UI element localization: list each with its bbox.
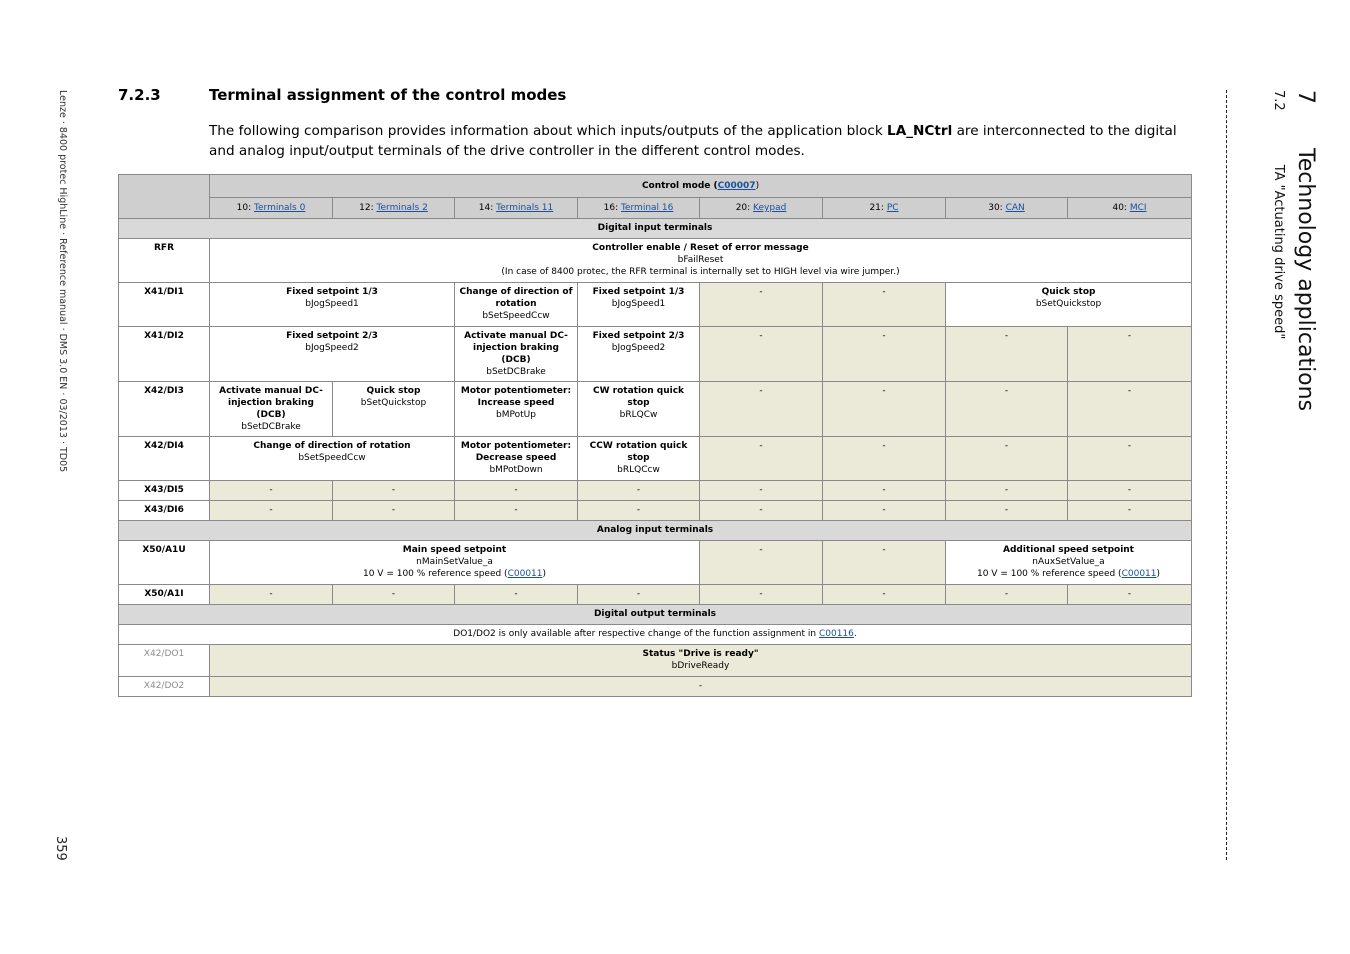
empty-cell: - bbox=[455, 585, 578, 605]
chapter-number: 7 bbox=[1293, 90, 1318, 104]
table-cell: CW rotation quick stop bRLQCw bbox=[578, 382, 700, 437]
intro-text-end: are interconnected to the digital and analog input/output terminals of the drive controller in the different control modes. bbox=[209, 123, 1177, 159]
empty-cell: - bbox=[946, 481, 1068, 501]
table-row bbox=[119, 283, 1192, 327]
empty-cell: - bbox=[946, 501, 1068, 521]
section-row bbox=[119, 605, 1192, 625]
section-digital-inputs: Digital input terminals bbox=[119, 219, 1192, 239]
side-footer-text: Lenze · 8400 protec HighLine · Reference manual · DMS 3.0 EN · 03/2013 · TD05 bbox=[57, 90, 68, 473]
empty-cell: - bbox=[1068, 481, 1192, 501]
table-cell: Motor potentiometer: Decrease speed bMPotDown bbox=[455, 437, 578, 481]
page-number bbox=[52, 836, 68, 866]
empty-cell: - bbox=[823, 283, 946, 327]
mode-link[interactable]: PC bbox=[886, 203, 899, 213]
section-number: 7.2.3 bbox=[118, 86, 161, 104]
empty-cell: - bbox=[946, 437, 1068, 481]
section-row bbox=[119, 521, 1192, 541]
empty-cell: - bbox=[333, 481, 455, 501]
do-note: DO1/DO2 is only available after respective change of the function assignment in C00116. bbox=[119, 625, 1192, 645]
row-label: X41/DI2 bbox=[119, 327, 210, 382]
table-row bbox=[119, 501, 1192, 521]
side-footer bbox=[52, 90, 68, 473]
empty-cell: - bbox=[210, 585, 333, 605]
empty-cell: - bbox=[823, 437, 946, 481]
row-label: X42/DO1 bbox=[119, 645, 210, 677]
table-row bbox=[119, 645, 1192, 677]
table-row bbox=[119, 585, 1192, 605]
mode-link[interactable]: Terminals 0 bbox=[254, 203, 306, 213]
row-label: X41/DI1 bbox=[119, 283, 210, 327]
empty-cell: - bbox=[700, 501, 823, 521]
empty-cell: - bbox=[823, 481, 946, 501]
table-cell: Change of direction of rotation bSetSpeedCcw bbox=[455, 283, 578, 327]
row-label: RFR bbox=[119, 239, 210, 283]
mode-14: 14: Terminals 11 bbox=[455, 198, 578, 219]
mode-link[interactable]: CAN bbox=[1005, 203, 1025, 213]
empty-cell: - bbox=[700, 541, 823, 585]
empty-cell: - bbox=[1068, 437, 1192, 481]
table-cell: CCW rotation quick stop bRLQCcw bbox=[578, 437, 700, 481]
do1-cell: Status "Drive is ready" bDriveReady bbox=[210, 645, 1192, 677]
table-row bbox=[119, 437, 1192, 481]
empty-cell: - bbox=[455, 481, 578, 501]
empty-cell: - bbox=[700, 437, 823, 481]
header-corner bbox=[119, 175, 210, 219]
empty-cell: - bbox=[1068, 382, 1192, 437]
empty-cell: - bbox=[823, 541, 946, 585]
empty-cell: - bbox=[333, 585, 455, 605]
table-row bbox=[119, 677, 1192, 697]
mode-link[interactable]: Terminal 16 bbox=[621, 203, 674, 213]
empty-cell: - bbox=[1068, 501, 1192, 521]
empty-cell: - bbox=[700, 283, 823, 327]
empty-cell: - bbox=[455, 501, 578, 521]
empty-cell: - bbox=[210, 501, 333, 521]
empty-cell: - bbox=[210, 677, 1192, 697]
section-heading bbox=[118, 86, 566, 104]
rfr-cell: Controller enable / Reset of error message bFailReset (In case of 8400 protec, the RFR terminal is internally set to HIGH level via wire jumper.) bbox=[210, 239, 1192, 283]
empty-cell: - bbox=[946, 382, 1068, 437]
empty-cell: - bbox=[700, 382, 823, 437]
empty-cell: - bbox=[823, 585, 946, 605]
row-label: X42/DI4 bbox=[119, 437, 210, 481]
empty-cell: - bbox=[946, 327, 1068, 382]
page-number-text: 359 bbox=[53, 836, 68, 861]
empty-cell: - bbox=[700, 481, 823, 501]
table-cell: Motor potentiometer: Increase speed bMPotUp bbox=[455, 382, 578, 437]
block-name: LA_NCtrl bbox=[887, 123, 953, 139]
table-cell: Fixed setpoint 1/3 bJogSpeed1 bbox=[210, 283, 455, 327]
empty-cell: - bbox=[578, 481, 700, 501]
intro-text: The following comparison provides information about which inputs/outputs of the application block bbox=[209, 123, 888, 139]
row-label: X42/DI3 bbox=[119, 382, 210, 437]
empty-cell: - bbox=[1068, 585, 1192, 605]
section-analog-inputs: Analog input terminals bbox=[119, 521, 1192, 541]
table-cell: Fixed setpoint 1/3 bJogSpeed1 bbox=[578, 283, 700, 327]
table-row bbox=[119, 481, 1192, 501]
table-cell: Quick stop bSetQuickstop bbox=[946, 283, 1192, 327]
empty-cell: - bbox=[700, 585, 823, 605]
mode-link[interactable]: MCI bbox=[1129, 203, 1147, 213]
row-label: X50/A1I bbox=[119, 585, 210, 605]
table-cell: Additional speed setpoint nAuxSetValue_a 10 V = 100 % reference speed (C00011) bbox=[946, 541, 1192, 585]
subchapter-number: 7.2 bbox=[1271, 90, 1286, 111]
table-row bbox=[119, 239, 1192, 283]
c00116-link[interactable]: C00116 bbox=[818, 629, 854, 639]
table-cell: Activate manual DC-injection braking (DCB) bSetDCBrake bbox=[210, 382, 333, 437]
empty-cell: - bbox=[823, 501, 946, 521]
section-digital-outputs: Digital output terminals bbox=[119, 605, 1192, 625]
section-title: Terminal assignment of the control modes bbox=[209, 86, 567, 104]
mode-30: 30: CAN bbox=[946, 198, 1068, 219]
header-row bbox=[119, 175, 1192, 198]
mode-16: 16: Terminal 16 bbox=[578, 198, 700, 219]
margin-rule bbox=[1226, 90, 1229, 860]
empty-cell: - bbox=[823, 327, 946, 382]
table-row bbox=[119, 382, 1192, 437]
empty-cell: - bbox=[946, 585, 1068, 605]
empty-cell: - bbox=[578, 585, 700, 605]
mode-link[interactable]: Keypad bbox=[753, 203, 787, 213]
note-row bbox=[119, 625, 1192, 645]
table-cell: Quick stop bSetQuickstop bbox=[333, 382, 455, 437]
subchapter-title: TA "Actuating drive speed" bbox=[1271, 164, 1286, 340]
c00011-link[interactable]: C00011 bbox=[1121, 569, 1157, 579]
mode-40: 40: MCI bbox=[1068, 198, 1192, 219]
row-label: X43/DI6 bbox=[119, 501, 210, 521]
row-label: X42/DO2 bbox=[119, 677, 210, 697]
mode-20: 20: Keypad bbox=[700, 198, 823, 219]
mode-header-row bbox=[119, 198, 1192, 219]
mode-21: 21: PC bbox=[823, 198, 946, 219]
mode-link[interactable]: Terminals 2 bbox=[376, 203, 428, 213]
chapter-title: Technology applications bbox=[1293, 148, 1318, 412]
mode-link[interactable]: Terminals 11 bbox=[496, 203, 554, 213]
table-cell: Change of direction of rotation bSetSpeedCcw bbox=[210, 437, 455, 481]
chapter-header bbox=[1292, 90, 1318, 490]
row-label: X43/DI5 bbox=[119, 481, 210, 501]
subchapter-header bbox=[1268, 90, 1286, 390]
empty-cell: - bbox=[823, 382, 946, 437]
empty-cell: - bbox=[210, 481, 333, 501]
table-cell: Main speed setpoint nMainSetValue_a 10 V = 100 % reference speed (C00011) bbox=[210, 541, 700, 585]
empty-cell: - bbox=[578, 501, 700, 521]
table-row bbox=[119, 541, 1192, 585]
table-row bbox=[119, 327, 1192, 382]
intro-paragraph bbox=[209, 122, 1194, 161]
table-cell: Fixed setpoint 2/3 bJogSpeed2 bbox=[578, 327, 700, 382]
table-cell: Fixed setpoint 2/3 bJogSpeed2 bbox=[210, 327, 455, 382]
mode-12: 12: Terminals 2 bbox=[333, 198, 455, 219]
c00007-link[interactable]: C00007 bbox=[717, 181, 756, 191]
terminal-assignment-table bbox=[118, 174, 1192, 697]
section-row bbox=[119, 219, 1192, 239]
control-mode-header: Control mode (C00007) bbox=[210, 175, 1192, 198]
mode-10: 10: Terminals 0 bbox=[210, 198, 333, 219]
empty-cell: - bbox=[700, 327, 823, 382]
c00011-link[interactable]: C00011 bbox=[507, 569, 543, 579]
empty-cell: - bbox=[333, 501, 455, 521]
empty-cell: - bbox=[1068, 327, 1192, 382]
table-cell: Activate manual DC-injection braking (DCB) bSetDCBrake bbox=[455, 327, 578, 382]
row-label: X50/A1U bbox=[119, 541, 210, 585]
